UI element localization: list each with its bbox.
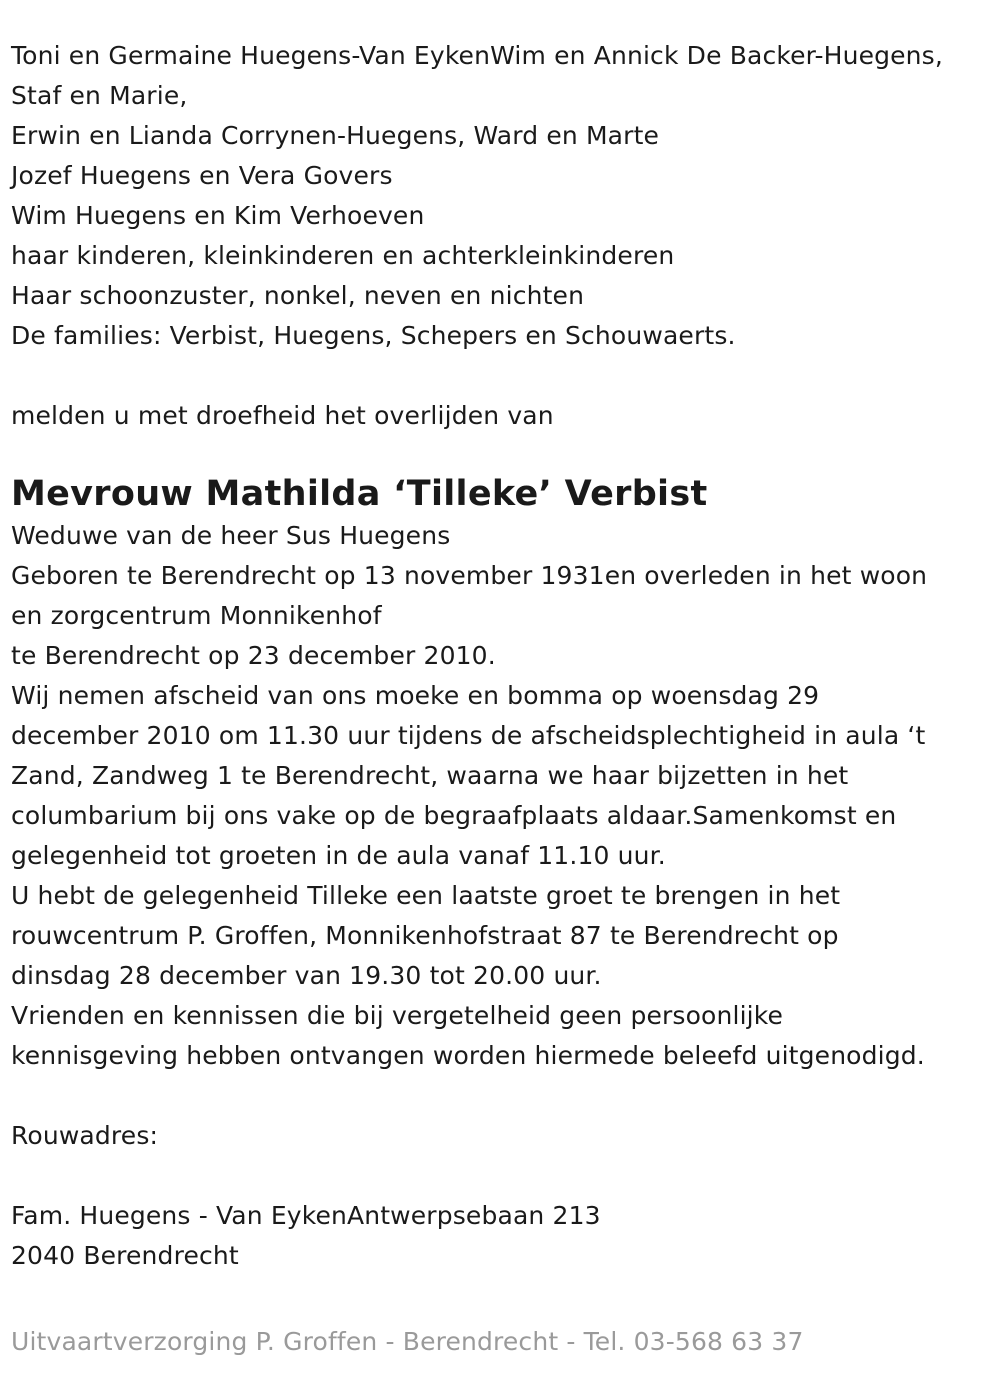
address-line: Fam. Huegens - Van EykenAntwerpsebaan 213 bbox=[11, 1201, 601, 1230]
family-line: Haar schoonzuster, nonkel, neven en nichten bbox=[11, 281, 585, 310]
detail-line: kennisgeving hebben ontvangen worden hiermede beleefd uitgenodigd. bbox=[11, 1041, 925, 1070]
detail-line: en zorgcentrum Monnikenhof bbox=[11, 601, 382, 630]
spacer bbox=[11, 1076, 991, 1116]
detail-line: Geboren te Berendrecht op 13 november 1931en overleden in het woon bbox=[11, 561, 928, 590]
address-label: Rouwadres: bbox=[11, 1121, 159, 1150]
detail-line: te Berendrecht op 23 december 2010. bbox=[11, 641, 496, 670]
detail-line: december 2010 om 11.30 uur tijdens de afscheidsplechtigheid in aula ‘t bbox=[11, 721, 926, 750]
detail-line: rouwcentrum P. Groffen, Monnikenhofstraat 87 te Berendrecht op bbox=[11, 921, 839, 950]
family-line: De families: Verbist, Huegens, Schepers en Schouwaerts. bbox=[11, 321, 736, 350]
detail-line: Wij nemen afscheid van ons moeke en bomma op woensdag 29 bbox=[11, 681, 820, 710]
deceased-name: Mevrouw Mathilda ‘Tilleke’ Verbist bbox=[11, 474, 708, 514]
family-line: Staf en Marie, bbox=[11, 81, 188, 110]
family-line: Jozef Huegens en Vera Govers bbox=[11, 161, 393, 190]
family-list bbox=[11, 36, 991, 356]
family-line: Toni en Germaine Huegens-Van EykenWim en Annick De Backer-Huegens, bbox=[11, 41, 943, 70]
funeral-home-footer: Uitvaartverzorging P. Groffen - Berendrecht - Tel. 03-568 63 37 bbox=[11, 1327, 804, 1356]
detail-line: Weduwe van de heer Sus Huegens bbox=[11, 521, 451, 550]
detail-line: Zand, Zandweg 1 te Berendrecht, waarna we haar bijzetten in het bbox=[11, 761, 849, 790]
announcement-text: melden u met droefheid het overlijden van bbox=[11, 401, 554, 430]
detail-line: columbarium bij ons vake op de begraafplaats aldaar.Samenkomst en bbox=[11, 801, 897, 830]
spacer bbox=[11, 1156, 991, 1196]
detail-line: U hebt de gelegenheid Tilleke een laatste groet te brengen in het bbox=[11, 881, 841, 910]
detail-line: Vrienden en kennissen die bij vergetelheid geen persoonlijke bbox=[11, 1001, 784, 1030]
spacer bbox=[11, 356, 991, 396]
detail-line: dinsdag 28 december van 19.30 tot 20.00 uur. bbox=[11, 961, 602, 990]
obituary-notice bbox=[11, 36, 991, 1276]
detail-line: gelegenheid tot groeten in de aula vanaf 11.10 uur. bbox=[11, 841, 666, 870]
family-line: Erwin en Lianda Corrynen-Huegens, Ward en Marte bbox=[11, 121, 660, 150]
mourning-address bbox=[11, 1196, 991, 1276]
obituary-details bbox=[11, 516, 991, 1076]
address-line: 2040 Berendrecht bbox=[11, 1241, 239, 1270]
family-line: haar kinderen, kleinkinderen en achterkleinkinderen bbox=[11, 241, 675, 270]
family-line: Wim Huegens en Kim Verhoeven bbox=[11, 201, 425, 230]
